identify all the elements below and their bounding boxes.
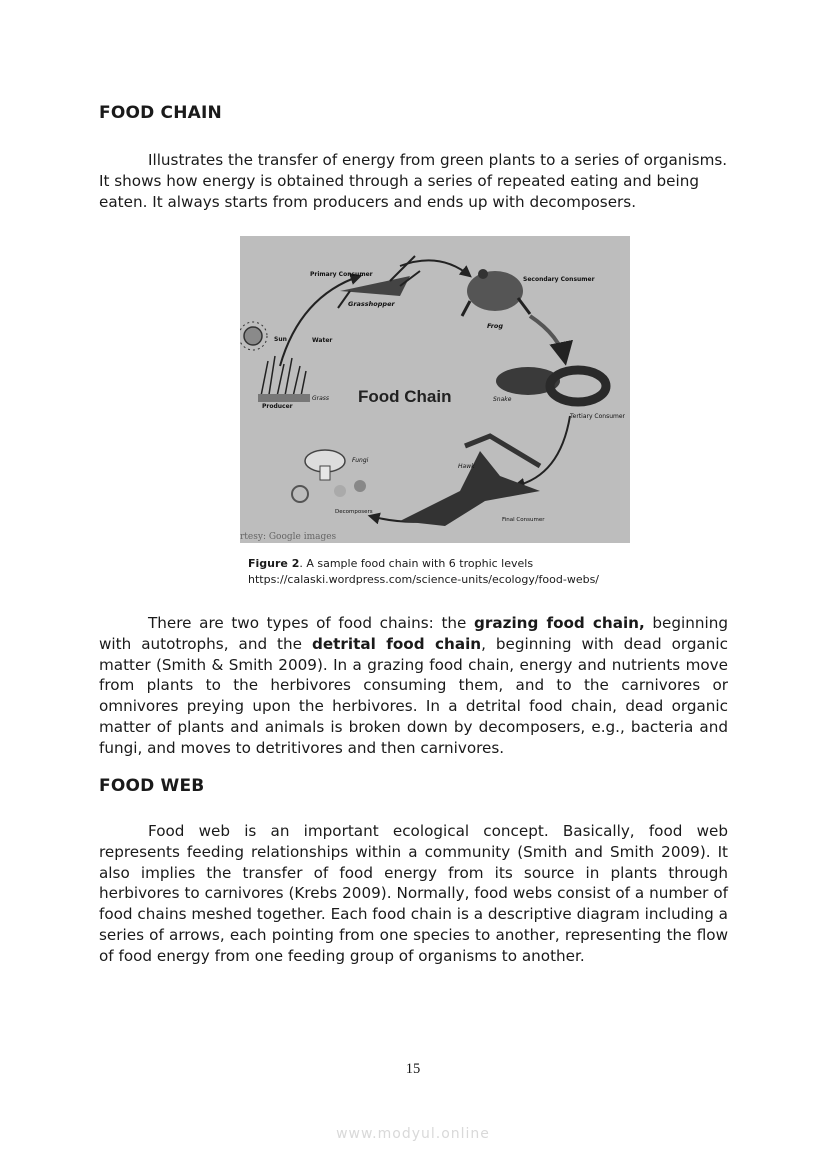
- figure-title: Food Chain: [358, 387, 452, 406]
- food-chain-types-paragraph: [99, 613, 728, 759]
- para2-text-1: There are two types of food chains: the: [148, 614, 475, 632]
- label-primary-consumer: Primary Consumer: [310, 271, 373, 278]
- label-fungi: Fungi: [352, 457, 369, 464]
- label-grass: Grass: [312, 395, 330, 402]
- grass-icon: [258, 356, 310, 402]
- label-frog: Frog: [487, 322, 504, 330]
- label-producer: Producer: [262, 403, 293, 410]
- food-web-paragraph: Food web is an important ecological concept. Basically, food web represents feeding relationships within a community (Smith and Smith 2009). It also implies the transfer of food energy from its source in plants through herbivores to carnivores (Krebs 2009). Normally, food webs consist of a number of food chains meshed together. Each food chain is a descriptive diagram including a series of arrows, each pointing from one species to another, representing the flow of food energy from one feeding group of organisms to another.: [99, 822, 728, 965]
- label-tertiary-consumer: Tertiary Consumer: [570, 413, 626, 420]
- label-decomposers: Decomposers: [335, 509, 373, 515]
- label-sun: Sun: [274, 336, 287, 343]
- food-chain-paragraph: Illustrates the transfer of energy from green plants to a series of organisms. It shows how energy is obtained through a series of repeated eating and being eaten. It always starts from producers and ends up with decomposers.: [99, 151, 728, 211]
- figure-caption: [248, 556, 599, 587]
- caption-url: https://calaski.wordpress.com/science-units/ecology/food-webs/: [248, 572, 600, 586]
- food-chain-figure: [240, 236, 630, 543]
- figure-credit: rtesy: Google images: [240, 532, 337, 542]
- label-secondary-consumer: Secondary Consumer: [523, 276, 595, 283]
- frog-icon: [462, 269, 530, 316]
- sun-icon: [240, 322, 267, 350]
- para2-text-2: beginning with autotrophs, and the: [99, 614, 728, 653]
- food-chain-heading: FOOD CHAIN: [99, 103, 222, 123]
- page-number: 15: [405, 1061, 421, 1077]
- caption-text: . A sample food chain with 6 trophic levels: [299, 557, 534, 570]
- snake-icon: [496, 367, 606, 402]
- watermark: www.modyul.online: [336, 1126, 490, 1142]
- para2-text-3: , beginning with dead organic matter (Smith & Smith 2009). In a grazing food chain, energy and nutrients move from plants to the herbivores consuming them, and to the carnivores or omnivores preying upon the herbivores. In a detrital food chain, dead organic matter of plants and animals is broken down by decomposers, e.g., bacteria and fungi, and moves to detritivores and then carnivores.: [99, 634, 728, 757]
- hawk-icon: [400, 436, 540, 526]
- grazing-food-chain-term: grazing food chain,: [474, 614, 645, 632]
- label-water: Water: [312, 337, 333, 344]
- detrital-food-chain-term: detrital food chain: [311, 634, 482, 653]
- caption-label: Figure 2: [248, 557, 300, 570]
- label-final-consumer: Final Consumer: [502, 517, 545, 523]
- label-grasshopper: Grasshopper: [348, 300, 395, 308]
- label-hawk: Hawk: [458, 463, 475, 470]
- food-web-heading: FOOD WEB: [99, 776, 205, 796]
- label-snake: Snake: [493, 396, 512, 403]
